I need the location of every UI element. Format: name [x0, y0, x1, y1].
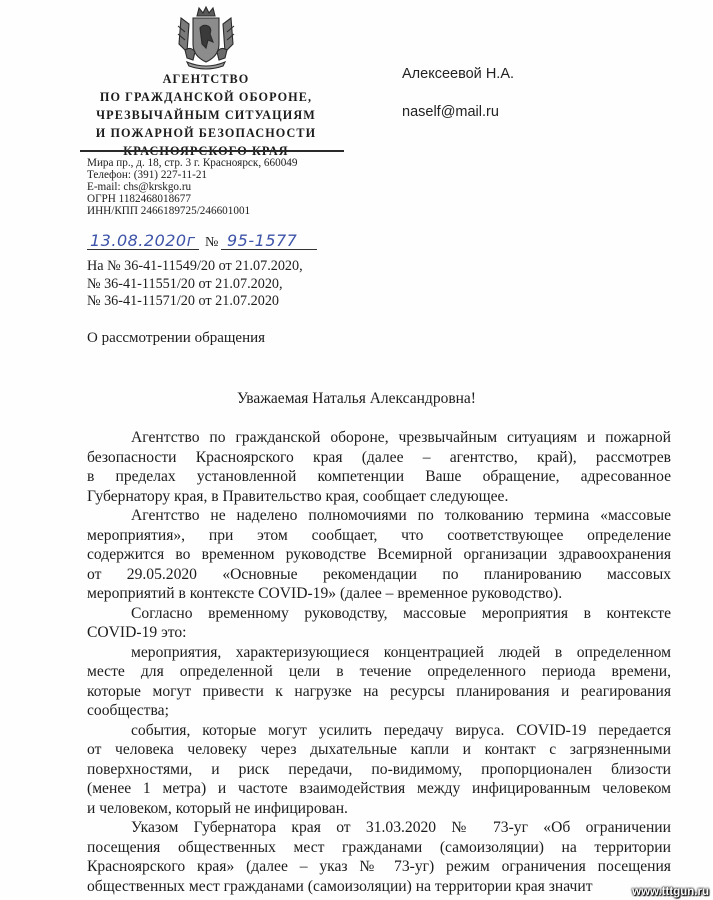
- recipient-name: Алексеевой Н.А.: [402, 66, 515, 82]
- body-paragraph: [87, 604, 671, 643]
- body-line: мероприятия», при этом сообщает, что соответствующее определение: [87, 526, 671, 544]
- letter-body: [87, 428, 671, 896]
- body-paragraph: [87, 506, 671, 604]
- body-paragraph: [87, 818, 671, 896]
- agency-line: АГЕНТСТВО: [162, 72, 250, 86]
- agency-line: ЧРЕЗВЫЧАЙНЫМ СИТУАЦИЯМ: [96, 108, 316, 122]
- agency-line: КРАСНОЯРСКОГО КРАЯ: [123, 144, 289, 158]
- agency-name: [80, 70, 332, 160]
- body-line: события, которые могут усилить передачу вируса. COVID-19 передается: [131, 721, 671, 739]
- letter-subject: О рассмотрении обращения: [87, 330, 266, 346]
- number-underline: [221, 249, 317, 250]
- reference-numbers: [87, 258, 303, 311]
- agency-contacts: [87, 157, 297, 217]
- body-paragraph: [87, 428, 671, 506]
- body-paragraph: [87, 721, 671, 819]
- body-line: мероприятия, характеризующиеся концентрацией людей в определенном: [131, 643, 671, 661]
- contact-phone: Телефон: (391) 227-11-21: [87, 169, 208, 181]
- contact-inn: ИНН/КПП 2466189725/246601001: [87, 205, 251, 217]
- body-line: Губернатору края, в Правительство края, сообщает следующее.: [87, 487, 509, 505]
- letterhead-divider: [80, 150, 344, 152]
- body-line: от 29.05.2020 «Основные рекомендации по планированию массовых: [87, 565, 671, 583]
- body-line: поверхностями, и риск передачи, по-видимому, пропорционален близости: [87, 760, 671, 778]
- body-line: от человека человеку через дыхательные капли и контакт с загрязненными: [87, 741, 671, 758]
- body-line: (менее 1 метра) и частоте взаимодействия между инфицированным человеком: [87, 780, 671, 797]
- body-line: месте для определенной цели в течение определенного периода времени,: [87, 663, 671, 680]
- body-line: которые могут привести к нагрузке на ресурсы планирования и реагирования: [87, 682, 671, 700]
- agency-line: ПО ГРАЖДАНСКОЙ ОБОРОНЕ,: [99, 90, 313, 104]
- body-line: COVID-19 это:: [87, 624, 187, 641]
- site-watermark: www.tttgun.ru: [632, 886, 709, 898]
- body-paragraph: [87, 643, 671, 721]
- body-line: Указом Губернатора края от 31.03.2020 № 73-уг «Об ограничении: [131, 819, 671, 836]
- body-line: сообщества;: [87, 702, 169, 719]
- reference-line: № 36-41-11571/20 от 21.07.2020: [87, 293, 280, 309]
- body-line: общественных мест гражданами (самоизоляции) на территории края значит: [87, 877, 593, 895]
- body-line: Агентство по гражданской обороне, чрезвычайным ситуациям и пожарной: [131, 429, 671, 446]
- contact-address: Мира пр., д. 18, стр. 3 г. Красноярск, 660049: [87, 157, 298, 169]
- body-line: посещения общественных мест гражданами (самоизоляции) на территории: [87, 838, 671, 856]
- registration-date: 13.08.2020г: [90, 231, 196, 250]
- salutation: Уважаемая Наталья Александровна!: [237, 390, 476, 407]
- body-line: мероприятий в контексте COVID-19» (далее – временное руководство).: [87, 585, 563, 602]
- body-line: в пределах установленной компетенции Ваше обращение, адресованное: [87, 468, 671, 485]
- reference-line: № 36-41-11551/20 от 21.07.2020,: [87, 275, 283, 292]
- registration-line: [87, 233, 317, 251]
- body-line: и человеком, который не инфицирован.: [87, 799, 348, 817]
- body-line: Согласно временному руководству, массовые мероприятия в контексте: [131, 604, 671, 622]
- reference-line: На № 36-41-11549/20 от 21.07.2020,: [87, 258, 303, 274]
- contact-ogrn: ОГРН 1182468018677: [87, 193, 191, 205]
- body-line: Красноярского края» (далее – указ № 73-уг) режим ограничения посещения: [87, 858, 671, 875]
- contact-email: E-mail: chs@krskgo.ru: [87, 181, 192, 193]
- number-label: №: [205, 235, 219, 250]
- coat-of-arms-emblem: [175, 4, 237, 70]
- recipient-email: naself@mail.ru: [402, 104, 499, 120]
- body-line: безопасности Красноярского края (далее – агентство, край), рассмотрев: [87, 448, 671, 466]
- agency-line: И ПОЖАРНОЙ БЕЗОПАСНОСТИ: [95, 126, 317, 140]
- body-line: Агентство не наделено полномочиями по толкованию термина «массовые: [131, 507, 671, 524]
- body-line: содержится во временном руководстве Всемирной организации здравоохранения: [87, 546, 671, 563]
- registration-number: 95-1577: [227, 231, 298, 250]
- date-underline: [87, 249, 199, 250]
